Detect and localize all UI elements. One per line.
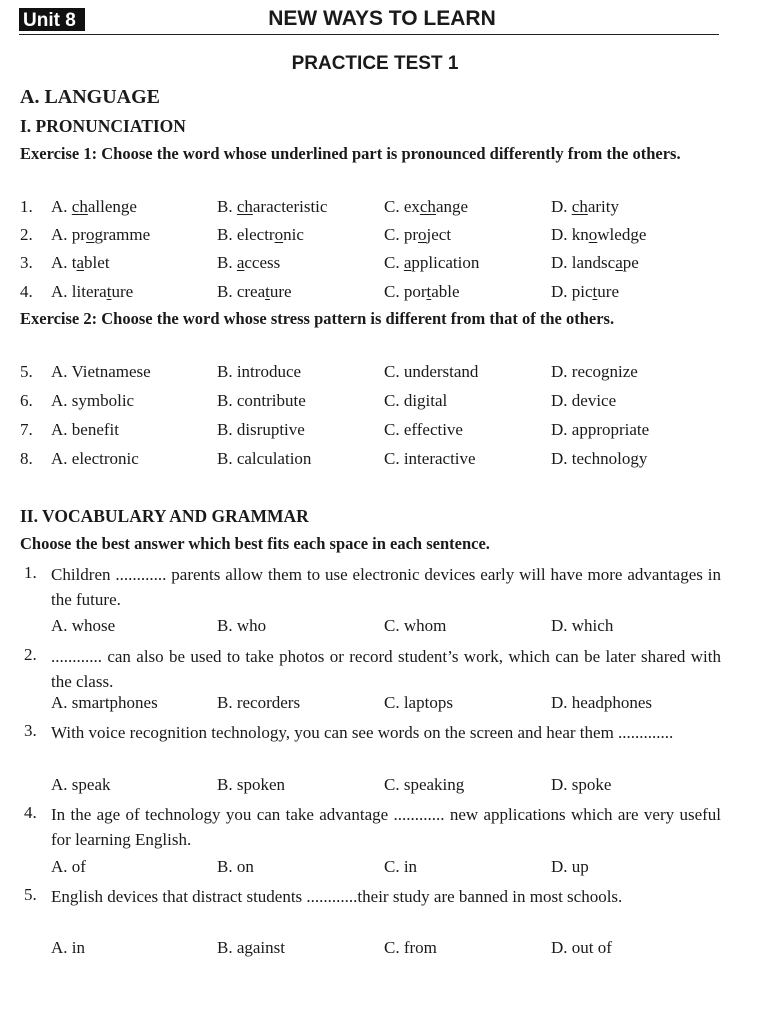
answer-option[interactable]: A. symbolic — [51, 391, 135, 410]
question-number: 8. — [20, 449, 33, 468]
question-number: 3. — [20, 253, 33, 272]
question-number: 5. — [24, 885, 37, 904]
answer-option[interactable]: A. programme — [51, 225, 151, 244]
underlined-part: a — [615, 253, 623, 272]
underlined-part: t — [592, 282, 598, 301]
answer-option[interactable]: D. knowledge — [551, 225, 647, 244]
answer-option[interactable]: D. headphones — [551, 693, 653, 712]
answer-option[interactable]: C. application — [384, 253, 480, 272]
answer-option[interactable]: A. challenge — [51, 197, 137, 216]
question-text: With voice recognition technology, you can see words on the screen and hear them ............. — [51, 723, 674, 742]
question-number: 5. — [20, 362, 33, 381]
question-text: In the age of technology you can take advantage ............ new applications which are very useful for learning English. — [51, 805, 721, 849]
vocabulary-instruction: Choose the best answer which best fits each space in each sentence. — [20, 534, 490, 553]
answer-option[interactable]: B. spoken — [217, 775, 285, 794]
question-number: 4. — [24, 803, 37, 822]
answer-option[interactable]: B. contribute — [217, 391, 306, 410]
unit-label: Unit 8 — [19, 8, 85, 31]
answer-option[interactable]: C. speaking — [384, 775, 465, 794]
underlined-part: t — [106, 282, 112, 301]
exercise-2-instruction: Exercise 2: Choose the word whose stress pattern is different from that of the others. — [20, 309, 615, 328]
exercise-1-instruction: Exercise 1: Choose the word whose underlined part is pronounced differently from the others. — [20, 144, 681, 163]
answer-option[interactable]: B. characteristic — [217, 197, 328, 216]
answer-option[interactable]: A. tablet — [51, 253, 110, 272]
answer-option[interactable]: B. creature — [217, 282, 292, 301]
question-number: 6. — [20, 391, 33, 410]
pronunciation-heading: I. PRONUNCIATION — [20, 116, 186, 136]
answer-option[interactable]: C. interactive — [384, 449, 476, 468]
underlined-part: t — [265, 282, 270, 301]
question-number: 1. — [20, 197, 33, 216]
answer-option[interactable]: A. electronic — [51, 449, 139, 468]
answer-option[interactable]: C. project — [384, 225, 452, 244]
answer-option[interactable]: A. in — [51, 938, 85, 957]
answer-option[interactable]: C. in — [384, 857, 418, 876]
underlined-part: o — [418, 225, 427, 244]
underlined-part: o — [85, 225, 95, 244]
answer-option[interactable]: D. recognize — [551, 362, 638, 381]
answer-option[interactable]: A. whose — [51, 616, 116, 635]
underlined-part: ch — [71, 197, 88, 216]
question-number: 2. — [20, 225, 33, 244]
answer-option[interactable]: B. access — [217, 253, 281, 272]
answer-option[interactable]: D. up — [551, 857, 589, 876]
answer-option[interactable]: C. from — [384, 938, 437, 957]
answer-option[interactable]: D. landscape — [551, 253, 639, 272]
answer-option[interactable]: B. against — [217, 938, 285, 957]
underlined-part: o — [588, 225, 598, 244]
answer-option[interactable]: B. who — [217, 616, 267, 635]
question-number: 2. — [24, 645, 37, 664]
practice-test-title: PRACTICE TEST 1 — [291, 53, 459, 74]
answer-option[interactable]: B. introduce — [217, 362, 302, 381]
answer-option[interactable]: B. recorders — [217, 693, 301, 712]
answer-option[interactable]: D. which — [551, 616, 614, 635]
answer-option[interactable]: D. out of — [551, 938, 612, 957]
answer-option[interactable]: A. speak — [51, 775, 111, 794]
question-text: Children ............ parents allow them to use electronic devices early will have more advantages in the future. — [51, 565, 721, 609]
answer-option[interactable]: A. literature — [51, 282, 134, 301]
underlined-part: a — [76, 253, 85, 272]
answer-option[interactable]: D. charity — [551, 197, 619, 216]
question-text: English devices that distract students ............their study are banned in most schools. — [51, 887, 623, 906]
unit-title: NEW WAYS TO LEARN — [268, 7, 496, 30]
underlined-part: t — [426, 282, 432, 301]
answer-option[interactable]: B. disruptive — [217, 420, 305, 439]
underlined-part: ch — [419, 197, 436, 216]
answer-option[interactable]: A. of — [51, 857, 86, 876]
answer-option[interactable]: B. calculation — [217, 449, 312, 468]
answer-option[interactable]: C. laptops — [384, 693, 453, 712]
answer-option[interactable]: C. digital — [384, 391, 448, 410]
question-text: ............ can also be used to take photos or record student’s work, which can be later shared with the class. — [51, 647, 721, 691]
underlined-part: ch — [571, 197, 588, 216]
section-heading-language: A. LANGUAGE — [20, 86, 161, 108]
answer-option[interactable]: C. effective — [384, 420, 463, 439]
answer-option[interactable]: B. on — [217, 857, 254, 876]
answer-option[interactable]: D. device — [551, 391, 617, 410]
question-number: 7. — [20, 420, 33, 439]
answer-option[interactable]: D. appropriate — [551, 420, 650, 439]
answer-option[interactable]: D. picture — [551, 282, 619, 301]
question-number: 1. — [24, 563, 37, 582]
question-number: 3. — [24, 721, 37, 740]
answer-option[interactable]: A. smartphones — [51, 693, 158, 712]
answer-option[interactable]: D. technology — [551, 449, 648, 468]
underlined-part: ch — [236, 197, 253, 216]
vocabulary-heading: II. VOCABULARY AND GRAMMAR — [20, 506, 309, 526]
underlined-part: a — [236, 253, 245, 272]
underlined-part: o — [274, 225, 284, 244]
answer-option[interactable]: B. electronic — [217, 225, 304, 244]
answer-option[interactable]: C. portable — [384, 282, 460, 301]
answer-option[interactable]: C. understand — [384, 362, 479, 381]
answer-option[interactable]: C. exchange — [384, 197, 469, 216]
question-number: 4. — [20, 282, 33, 301]
page-header — [19, 6, 719, 35]
answer-option[interactable]: A. Vietnamese — [51, 362, 151, 381]
answer-option[interactable]: C. whom — [384, 616, 447, 635]
underlined-part: a — [403, 253, 412, 272]
answer-option[interactable]: A. benefit — [51, 420, 119, 439]
answer-option[interactable]: D. spoke — [551, 775, 612, 794]
